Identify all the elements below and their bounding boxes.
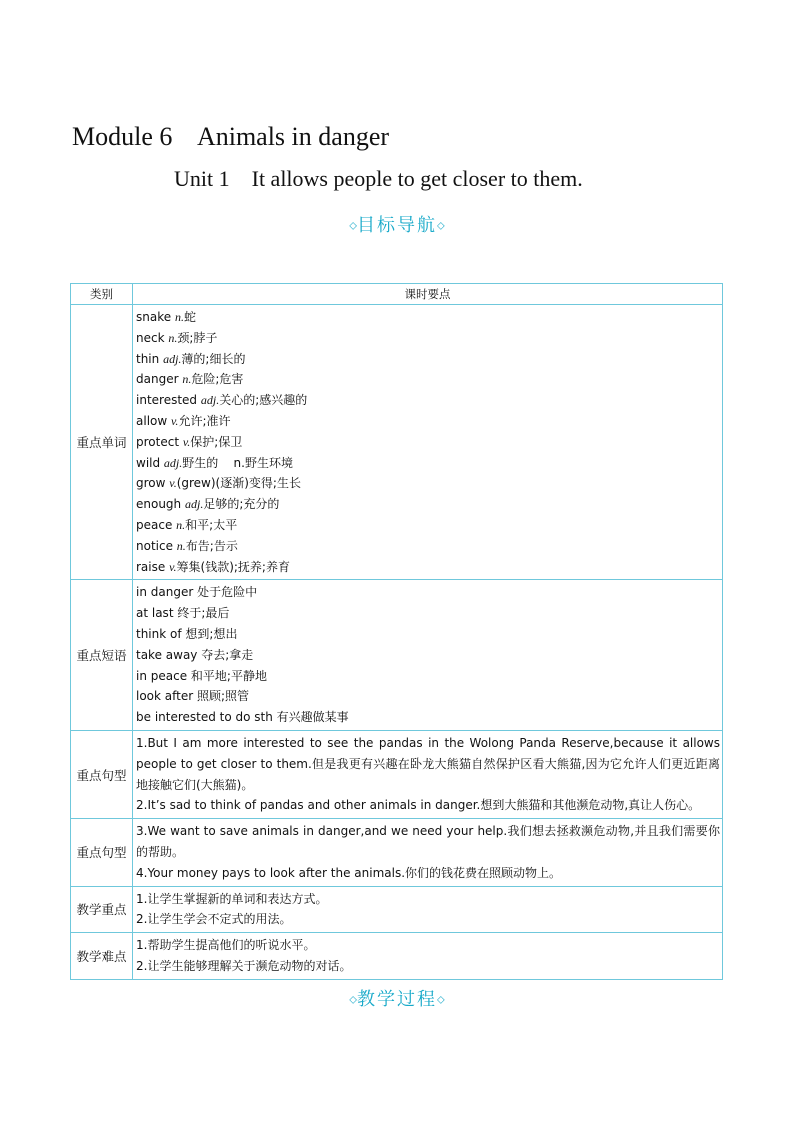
- category-focus: 教学重点: [71, 886, 133, 933]
- word-item: snake n.蛇: [136, 310, 196, 324]
- sentence-item: 1.But I am more interested to see the pandas in the Wolong Panda Reserve,because it allows people to get closer to them.但是我更有兴趣在卧龙大熊猫自然保护区看大熊猫,因为它允许人们更近距离地接触它们(大熊猫)。: [136, 735, 720, 792]
- header-category: 类别: [71, 284, 133, 305]
- category-phrases: 重点短语: [71, 580, 133, 731]
- diamond-right-icon: ◇: [437, 220, 445, 232]
- word-item: protect v.保护;保卫: [136, 434, 243, 449]
- phrase-item: look after 照顾;照管: [136, 689, 250, 704]
- focus-item: 1.让学生掌握新的单词和表达方式。: [136, 891, 328, 906]
- category-sentences: 重点句型: [71, 819, 133, 886]
- table-row-sentences-2: [71, 819, 723, 886]
- table-row-words: [71, 305, 723, 580]
- sentences-list: [133, 730, 723, 818]
- word-item: interested adj.关心的;感兴趣的: [136, 393, 308, 408]
- diamond-right-icon: ◇: [437, 994, 445, 1006]
- goal-nav-heading: [0, 211, 794, 237]
- word-item: danger n.危险;危害: [136, 372, 244, 387]
- sentence-item: 3.We want to save animals in danger,and we need your help.我们想去拯救濒危动物,并且我们需要你的帮助。: [136, 824, 720, 859]
- table-row-difficulty: [71, 933, 723, 980]
- word-item: notice n.布告;告示: [136, 538, 238, 553]
- category-sentences: 重点句型: [71, 730, 133, 818]
- word-item: allow v.允许;准许: [136, 413, 231, 428]
- difficulty-list: [133, 933, 723, 980]
- diamond-left-icon: ◇: [349, 220, 357, 232]
- word-item: thin adj.薄的;细长的: [136, 351, 246, 366]
- table-row-focus: [71, 886, 723, 933]
- word-item: wild adj.野生的 n.野生环境: [136, 455, 293, 470]
- word-item: peace n.和平;太平: [136, 517, 238, 532]
- process-label: 教学过程: [357, 989, 437, 1010]
- phrase-item: think of 想到;想出: [136, 626, 238, 641]
- words-list: [133, 305, 723, 580]
- header-points: 课时要点: [133, 284, 723, 305]
- table-header-row: [71, 284, 723, 305]
- focus-list: [133, 886, 723, 933]
- goal-nav-label: 目标导航: [357, 215, 437, 236]
- category-words: 重点单词: [71, 305, 133, 580]
- process-heading: [0, 985, 794, 1011]
- phrases-list: [133, 580, 723, 731]
- phrase-item: in peace 和平地;平静地: [136, 668, 267, 683]
- difficulty-item: 2.让学生能够理解关于濒危动物的对话。: [136, 958, 352, 973]
- word-item: enough adj.足够的;充分的: [136, 497, 280, 512]
- difficulty-item: 1.帮助学生提高他们的听说水平。: [136, 938, 316, 953]
- phrase-item: be interested to do sth 有兴趣做某事: [136, 710, 349, 725]
- unit-title: Unit 1 It allows people to get closer to them.: [174, 166, 583, 191]
- phrase-item: in danger 处于危险中: [136, 585, 258, 600]
- category-difficulty: 教学难点: [71, 933, 133, 980]
- sentence-item: 2.It’s sad to think of pandas and other animals in danger.想到大熊猫和其他濒危动物,真让人伤心。: [136, 798, 701, 813]
- word-item: raise v.筹集(钱款);抚养;养育: [136, 559, 290, 574]
- table-row-phrases: [71, 580, 723, 731]
- phrase-item: at last 终于;最后: [136, 606, 230, 621]
- table-row-sentences-1: [71, 730, 723, 818]
- diamond-left-icon: ◇: [349, 994, 357, 1006]
- phrase-item: take away 夺去;拿走: [136, 647, 254, 662]
- focus-item: 2.让学生学会不定式的用法。: [136, 912, 292, 927]
- module-title: Module 6 Animals in danger: [72, 122, 390, 151]
- word-item: grow v.(grew)(逐渐)变得;生长: [136, 476, 301, 491]
- sentences-list: [133, 819, 723, 886]
- lesson-points-table: [70, 283, 723, 980]
- word-item: neck n.颈;脖子: [136, 330, 218, 345]
- sentence-item: 4.Your money pays to look after the animals.你们的钱花费在照顾动物上。: [136, 865, 562, 880]
